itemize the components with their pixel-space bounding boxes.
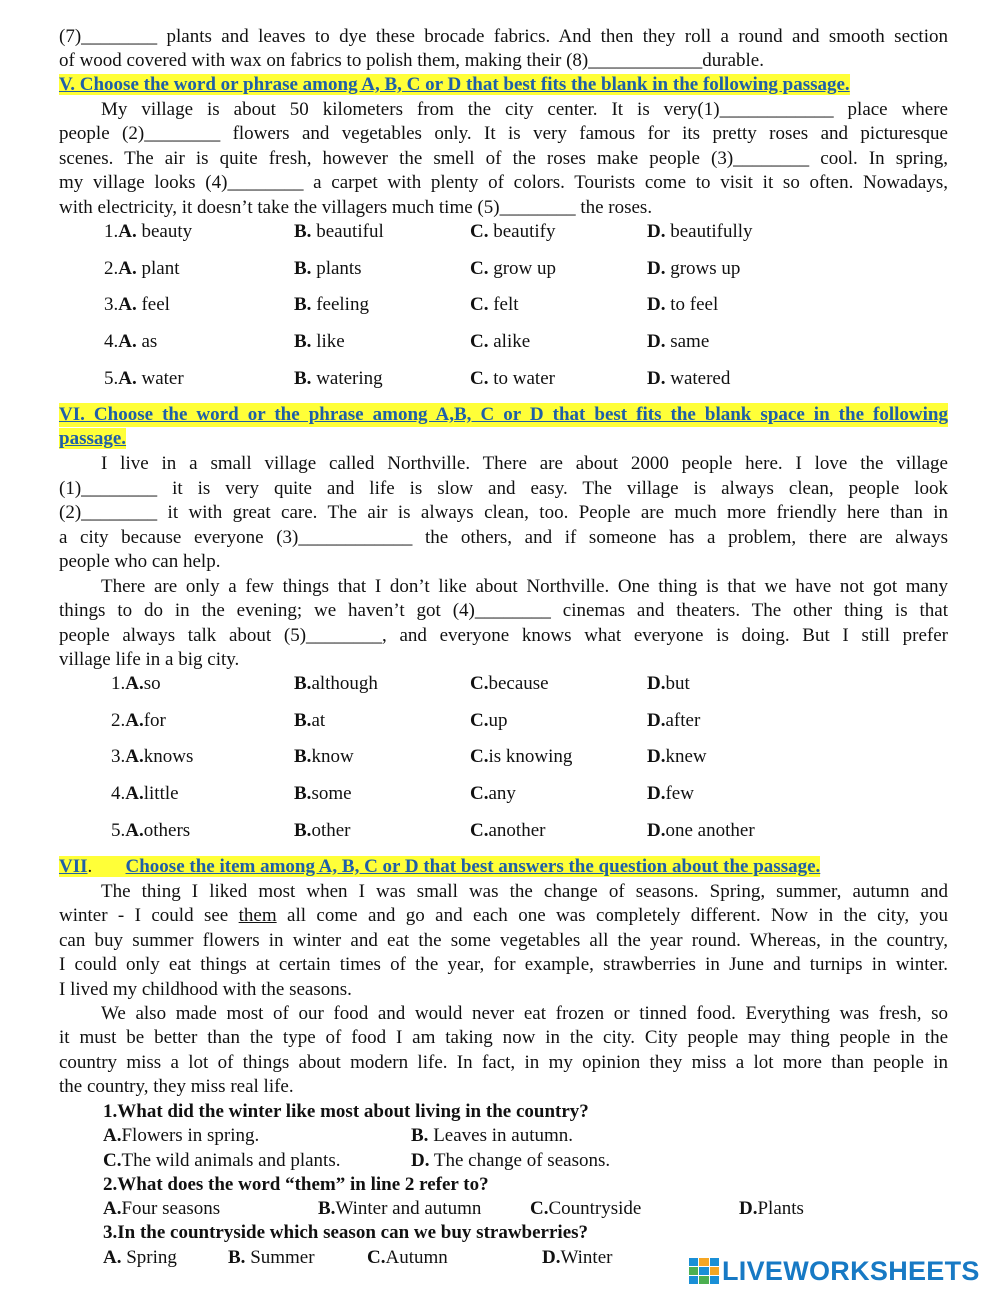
option-c[interactable]: C.is knowing xyxy=(470,746,573,767)
option-a[interactable]: 1.A. beauty xyxy=(104,221,193,242)
section-6-heading-cont: passage. xyxy=(59,428,127,449)
option-c[interactable]: C.Autumn xyxy=(367,1247,448,1268)
intro-line: (7)________ plants and leaves to dye these brocade fabrics. And then they roll a round and smooth section xyxy=(59,26,948,47)
option-c[interactable]: C.The wild animals and plants. xyxy=(103,1150,341,1171)
logo-text: LIVEWORKSHEETS xyxy=(722,1255,980,1286)
option-b[interactable]: B.other xyxy=(294,820,351,841)
option-d[interactable]: D.Plants xyxy=(739,1198,804,1219)
option-c[interactable]: C.because xyxy=(470,673,549,694)
option-d[interactable]: D.Winter xyxy=(542,1247,613,1268)
option-b[interactable]: B.Winter and autumn xyxy=(318,1198,482,1219)
passage-line: people who can help. xyxy=(59,551,221,572)
option-c[interactable]: C.any xyxy=(470,783,516,804)
option-b[interactable]: B.although xyxy=(294,673,378,694)
option-c[interactable]: C. grow up xyxy=(470,258,557,279)
option-d[interactable]: D.knew xyxy=(647,746,707,767)
option-a[interactable]: A.Flowers in spring. xyxy=(103,1125,260,1146)
passage-line: My village is about 50 kilometers from the city center. It is very(1)____________ place where xyxy=(101,99,948,120)
option-a[interactable]: 4.A.little xyxy=(111,783,179,804)
option-a[interactable]: 3.A. feel xyxy=(104,294,170,315)
option-a[interactable]: A. Spring xyxy=(103,1247,177,1268)
passage-line: people (2)________ flowers and vegetables only. It is very famous for its pretty roses and picturesque xyxy=(59,123,948,144)
option-a[interactable]: 2.A. plant xyxy=(104,258,180,279)
passage-line: with electricity, it doesn’t take the villagers much time (5)________ the roses. xyxy=(59,197,653,218)
option-d[interactable]: D. watered xyxy=(647,368,731,389)
option-b[interactable]: B. watering xyxy=(294,368,383,389)
option-c[interactable]: C. felt xyxy=(470,294,519,315)
liveworksheets-logo xyxy=(689,1256,980,1286)
question-3: 3.In the countryside which season can we buy strawberries? xyxy=(103,1222,589,1243)
passage-line: it must be better than the type of food I am taking now in the city. City people may thing people in the xyxy=(59,1027,948,1048)
option-b[interactable]: B. like xyxy=(294,331,345,352)
option-b[interactable]: B. plants xyxy=(294,258,362,279)
option-c[interactable]: C.Countryside xyxy=(530,1198,642,1219)
question-2: 2.What does the word “them” in line 2 refer to? xyxy=(103,1174,489,1195)
option-d[interactable]: D. to feel xyxy=(647,294,719,315)
option-a[interactable]: 1.A.so xyxy=(111,673,161,694)
option-b[interactable]: B. Summer xyxy=(228,1247,315,1268)
option-a[interactable]: 3.A.knows xyxy=(111,746,194,767)
section-heading xyxy=(59,427,948,451)
passage-line: I could only eat things at certain times of the year, for example, strawberries in June and turnips in winter. xyxy=(59,954,948,975)
option-a[interactable]: A.Four seasons xyxy=(103,1198,221,1219)
section-6-heading: VI. Choose the word or the phrase among A,B, C or D that best fits the blank space in the following xyxy=(59,403,948,427)
option-c[interactable]: C. beautify xyxy=(470,221,556,242)
passage-line: people always talk about (5)________, and everyone knows what everyone is doing. But I still prefer xyxy=(59,625,948,646)
passage-line: The thing I liked most when I was small was the change of seasons. Spring, summer, autumn and xyxy=(101,881,948,902)
option-b[interactable]: B. Leaves in autumn. xyxy=(411,1125,574,1146)
option-b[interactable]: B.know xyxy=(294,746,354,767)
section-5-heading: V. Choose the word or phrase among A, B, C or D that best fits the blank in the following passage. xyxy=(59,74,850,95)
passage-line: (2)________ it with great care. The air is always clean, too. People are much more friendly here than in xyxy=(59,502,948,523)
option-d[interactable]: D.after xyxy=(647,710,701,731)
option-c[interactable]: C. alike xyxy=(470,331,531,352)
option-a[interactable]: 2.A.for xyxy=(111,710,166,731)
option-d[interactable]: D. grows up xyxy=(647,258,741,279)
passage-line: a city because everyone (3)____________ the others, and if someone has a problem, there are always xyxy=(59,527,948,548)
option-b[interactable]: B.at xyxy=(294,710,326,731)
passage-line: things to do in the evening; we haven’t got (4)________ cinemas and theaters. The other thing is that xyxy=(59,600,948,621)
option-d[interactable]: D.but xyxy=(647,673,690,694)
option-d[interactable]: D.one another xyxy=(647,820,755,841)
passage-line: I live in a small village called Northville. There are about 2000 people here. I love the village xyxy=(101,453,948,474)
option-a[interactable]: 5.A.others xyxy=(111,820,191,841)
option-d[interactable]: D. same xyxy=(647,331,710,352)
passage-line: my village looks (4)________ a carpet with plenty of colors. Tourists come to visit it so often. Nowadays, xyxy=(59,172,948,193)
option-a[interactable]: 4.A. as xyxy=(104,331,158,352)
section-7-heading: VII. Choose the item among A, B, C or D that best answers the question about the passage. xyxy=(59,856,821,877)
passage-line: can buy summer flowers in winter and eat the some vegetables all the year round. Whereas, in the country, xyxy=(59,930,948,951)
section-heading xyxy=(59,73,948,97)
question-1: 1.What did the winter like most about living in the country? xyxy=(103,1101,589,1122)
liveworksheets-logo-icon xyxy=(689,1258,719,1285)
option-b[interactable]: B.some xyxy=(294,783,352,804)
passage-line: We also made most of our food and would never eat frozen or tinned food. Everything was fresh, so xyxy=(101,1003,948,1024)
option-c[interactable]: C.another xyxy=(470,820,546,841)
passage-line: (1)________ it is very quite and life is slow and easy. The village is always clean, people look xyxy=(59,478,948,499)
passage-line: scenes. The air is quite fresh, however the smell of the roses make people (3)________ cool. In spring, xyxy=(59,148,948,169)
option-d[interactable]: D. beautifully xyxy=(647,221,753,242)
passage-line: village life in a big city. xyxy=(59,649,240,670)
section-7-num: VII xyxy=(59,856,88,877)
option-a[interactable]: 5.A. water xyxy=(104,368,184,389)
passage-line: I lived my childhood with the seasons. xyxy=(59,979,352,1000)
option-d[interactable]: D.few xyxy=(647,783,694,804)
passage-line: country miss a lot of things about modern life. In fact, in my opinion they miss a lot more than people in xyxy=(59,1052,948,1073)
passage-line: the country, they miss real life. xyxy=(59,1076,294,1097)
section-7-heading-text: Choose the item among A, B, C or D that best answers the question about the passage. xyxy=(125,856,821,877)
intro-line: of wood covered with wax on fabrics to polish them, making their (8)____________durable. xyxy=(59,50,764,71)
passage-line: winter - I could see them all come and go and each one was completely different. Now in the city, you xyxy=(59,905,948,926)
option-d[interactable]: D. The change of seasons. xyxy=(411,1150,611,1171)
passage-line: There are only a few things that I don’t like about Northville. One thing is that we have not got many xyxy=(101,576,948,597)
option-c[interactable]: C. to water xyxy=(470,368,555,389)
underlined-word-them: them xyxy=(238,905,277,926)
option-b[interactable]: B. feeling xyxy=(294,294,369,315)
option-c[interactable]: C.up xyxy=(470,710,508,731)
option-b[interactable]: B. beautiful xyxy=(294,221,384,242)
